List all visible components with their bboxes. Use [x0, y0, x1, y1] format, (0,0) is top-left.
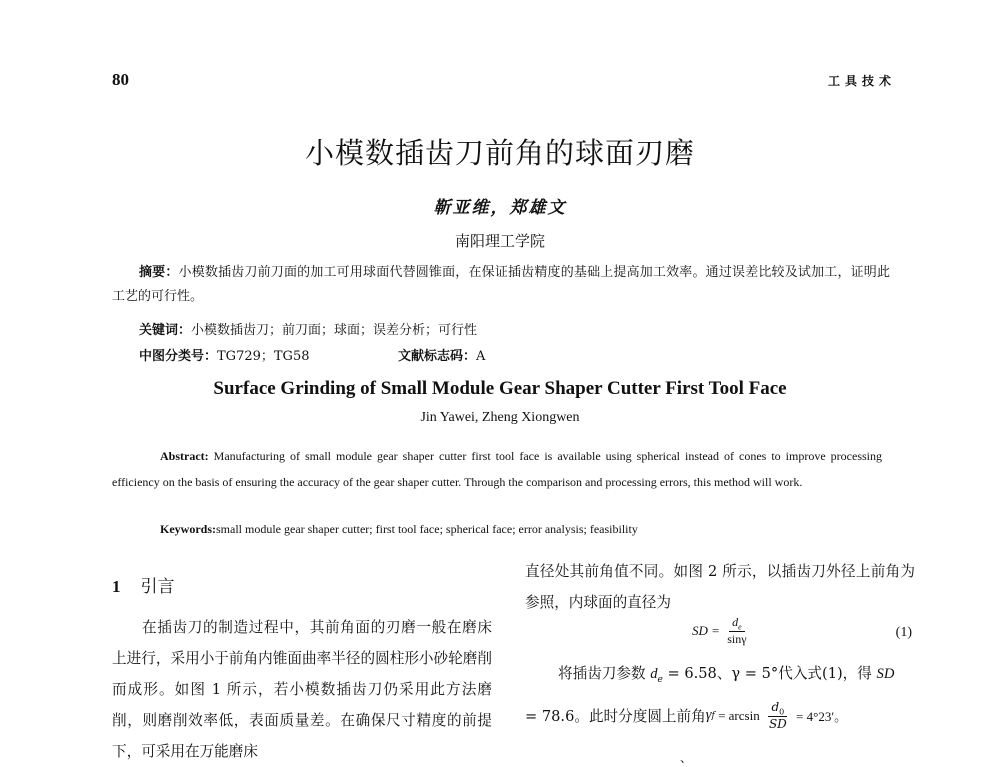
angle-line — [525, 700, 917, 731]
angle-fraction — [766, 700, 790, 731]
equation-numerator-sub: e — [738, 622, 742, 632]
english-title: Surface Grinding of Small Module Gear Shaper Cutter First Tool Face — [213, 378, 787, 399]
abstract-en — [112, 443, 882, 495]
param-d-symbol: d — [650, 666, 658, 682]
angle-numerator-symbol: d — [771, 700, 780, 714]
article-affiliation: 南阳理工学院 — [454, 232, 545, 250]
classification — [139, 345, 309, 364]
keywords-cn — [139, 319, 477, 338]
equation-equals: = — [711, 623, 720, 639]
angle-sd-value: = 78.6。此时分度圆上前角 — [525, 708, 706, 726]
abstract-en-text: Manufacturing of small module gear shaper cutter first tool face is available using spherical instead of cones to improve processing efficiency on the basis of ensuring the accuracy of the gear shaper cutter. Through the comparison and processing errors, this method will work. — [112, 449, 882, 489]
param-sd-symbol: SD — [876, 666, 895, 682]
keywords-cn-text: 小模数插齿刀；前刀面；球面；误差分析；可行性 — [191, 323, 478, 338]
parameter-line — [525, 662, 917, 685]
english-authors: Jin Yawei, Zheng Xiongwen — [420, 410, 580, 425]
doc-code-text: A — [476, 349, 486, 364]
page-number: 80 — [112, 70, 129, 89]
classification-label: 中图分类号： — [139, 349, 218, 364]
equation-number: (1) — [895, 625, 912, 640]
angle-gamma-sub: f — [711, 710, 715, 721]
angle-arcsin: = arcsin — [714, 707, 763, 723]
abstract-cn-text: 小模数插齿刀前刀面的加工可用球面代替圆锥面，在保证插齿精度的基础上提高加工效率。通过误差比较及试加工，证明此工艺的可行性。 — [112, 265, 890, 304]
section-heading — [112, 572, 175, 597]
bottom-fragment: 、 — [680, 751, 693, 765]
equation-1 — [525, 611, 915, 655]
intro-paragraph-right: 直径处其前角值不同。如图 2 所示，以插齿刀外径上前角为参照，内球面的直径为 — [525, 563, 915, 611]
abstract-cn-label: 摘要： — [139, 265, 179, 280]
intro-paragraph-left: 在插齿刀的制造过程中，其前角面的刃磨一般在磨床上进行，采用小于前角内锥面曲率半径的圆柱形小砂轮磨削而成形。如图 1 所示，若小模数插齿刀仍采用此方法磨削，则磨削效率低，表面质量差。在确保尺寸精度的前提下，可采用在万能磨床 — [112, 619, 492, 760]
abstract-en-label: Abstract: — [160, 449, 209, 463]
equation-denominator: sinγ — [727, 632, 747, 647]
abstract-cn — [112, 261, 890, 309]
keywords-en-text: small module gear shaper cutter; first tool face; spherical face; error analysis; feasibility — [216, 522, 638, 536]
param-text-before: 将插齿刀参数 — [558, 665, 651, 682]
doc-code-label: 文献标志码： — [398, 349, 477, 364]
param-d-sub: e — [657, 674, 663, 685]
equation-fraction — [724, 615, 749, 647]
angle-denominator: SD — [768, 717, 787, 732]
keywords-en-label: Keywords: — [160, 522, 216, 536]
angle-result: = 4°23′。 — [792, 709, 848, 725]
angle-gamma-symbol: γ — [705, 707, 712, 724]
param-values: = 6.58、γ = 5°代入式(1)，得 — [662, 665, 877, 682]
equation-body — [692, 615, 750, 647]
journal-name: 工具技术 — [827, 74, 896, 88]
keywords-cn-label: 关键词： — [139, 323, 192, 338]
section-title: 引言 — [140, 577, 175, 597]
angle-numerator — [768, 700, 787, 717]
article-authors: 靳亚维，郑雄文 — [433, 198, 567, 218]
article-title: 小模数插齿刀前角的球面刃磨 — [304, 136, 695, 170]
equation-numerator — [729, 615, 745, 632]
angle-numerator-sub: 0 — [779, 707, 785, 717]
equation-numerator-symbol: d — [732, 615, 739, 629]
doc-code — [398, 345, 485, 364]
classification-text: TG729；TG58 — [217, 349, 310, 364]
section-number: 1 — [112, 577, 121, 596]
equation-lhs: SD — [692, 623, 708, 639]
keywords-en — [160, 522, 638, 537]
